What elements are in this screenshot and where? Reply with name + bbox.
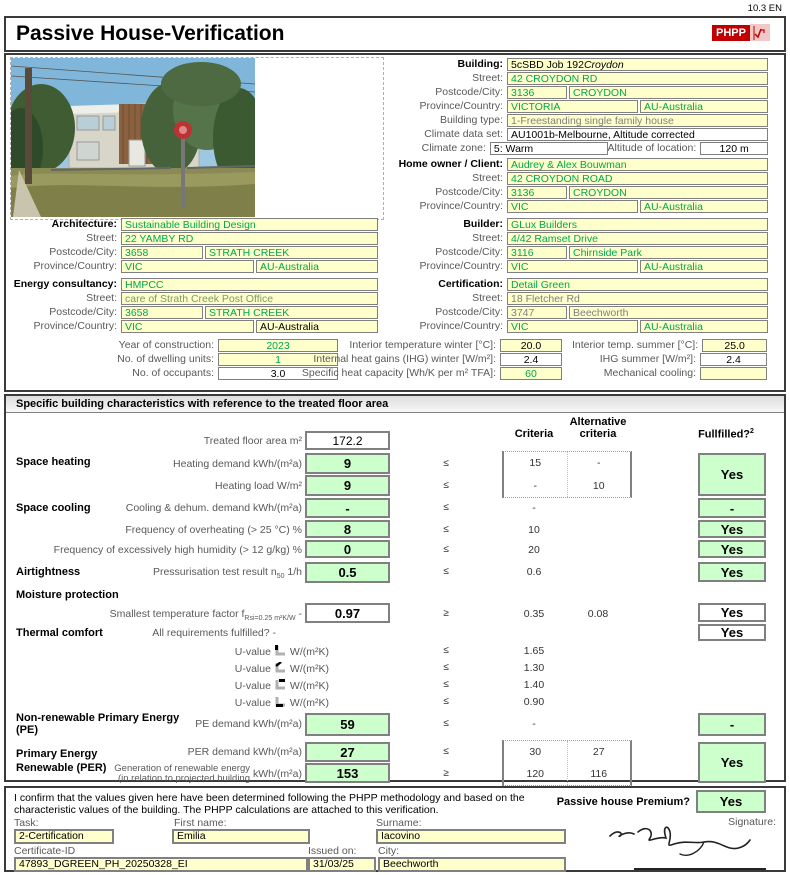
pe-op: ≤ (443, 718, 449, 729)
certification-street-field[interactable]: 18 Fletcher Rd (507, 292, 768, 305)
architecture-label: Architecture: (51, 218, 117, 230)
builder-block (345, 218, 768, 274)
postcode-label: Postcode/City: (49, 246, 117, 258)
certification-postcode-field[interactable]: 3747 (507, 306, 567, 319)
moisture-crit: 0.35 (523, 608, 545, 620)
city-label: City: (378, 845, 399, 857)
per-criteria-box (502, 740, 632, 786)
phpp-logo-text: PHPP (712, 25, 750, 41)
building-city-field[interactable]: CROYDON (569, 86, 768, 99)
moisture-group: Moisture protection (16, 589, 119, 601)
mech-cooling-field[interactable] (700, 367, 767, 380)
summer-temp-label: Interior temp. summer [°C]: (572, 339, 699, 351)
phpp-logo-mark-icon (750, 24, 770, 41)
postcode-label: Postcode/City: (435, 186, 503, 198)
surname-label: Surname: (376, 817, 422, 829)
heating-demand-value: 9 (305, 453, 390, 474)
uvalue-row: U-value W/(m²K) (234, 679, 329, 692)
climate-zone-label: Climate zone: (421, 142, 486, 154)
province-label: Province/Country: (419, 200, 503, 212)
heating-demand-label: Heating demand kWh/(m²a) (173, 458, 302, 470)
energy-name-field[interactable]: HMPCC (121, 278, 378, 291)
architecture-city-field[interactable]: STRATH CREEK (205, 246, 378, 259)
cert-id-field[interactable]: 47893_DGREEN_PH_20250328_EI (14, 857, 308, 872)
space-heating-group: Space heating (16, 456, 91, 468)
humidity-value: 0 (305, 540, 390, 558)
street-label: Street: (472, 232, 503, 244)
uvalue-crit: 1.30 (523, 662, 545, 674)
owner-province-field[interactable]: VIC (507, 200, 638, 213)
energy-postcode-field[interactable]: 3658 (121, 306, 203, 319)
confirmation-text: I confirm that the values given here have been determined following the PHPP methodology and based on the characteristic values of the building. The PHPP calculations are attached to this verification. (14, 792, 525, 816)
field-row (345, 128, 768, 141)
per-demand-op: ≤ (443, 746, 449, 757)
certification-city-field[interactable]: Beechworth (569, 306, 768, 319)
uvalue-op: ≤ (443, 696, 449, 707)
overheat-fulfilled-badge: Yes (698, 520, 766, 538)
building-type-label: Building type: (439, 114, 503, 126)
per-fulfilled-badge: Yes (698, 742, 766, 783)
owner-postcode-field[interactable]: 3136 (507, 186, 567, 199)
architecture-name-field[interactable]: Sustainable Building Design (121, 218, 378, 231)
street-label: Street: (86, 232, 117, 244)
overheat-crit: 10 (528, 524, 540, 536)
per-generation-op: ≥ (443, 768, 449, 779)
owner-name-field[interactable]: Audrey & Alex Bouwman (507, 158, 768, 171)
alt-criteria-header-line1: Alternative (569, 416, 627, 428)
characteristics-section (4, 394, 786, 782)
first-name-field[interactable]: Emilia (172, 829, 310, 844)
uvalue-row: U-value W/(m²K) (234, 645, 329, 658)
building-label: Building: (457, 58, 503, 70)
summer-temp-field[interactable]: 25.0 (702, 339, 767, 352)
uvalue-row: U-value W/(m²K) (234, 696, 329, 709)
overheat-value: 8 (305, 520, 390, 538)
humidity-label: Frequency of excessively high humidity (> 12 g/kg) % (53, 544, 302, 556)
occupants-label: No. of occupants: (132, 367, 214, 379)
humidity-fulfilled-badge: Yes (698, 540, 766, 558)
moisture-fulfilled-badge: Yes (698, 603, 766, 622)
builder-country-field[interactable]: AU-Australia (640, 260, 768, 273)
pe-value: 59 (305, 713, 390, 736)
climate-dataset-label: Climate data set: (424, 128, 503, 140)
climate-dataset-field[interactable]: AU1001b-Melbourne, Altitude corrected (507, 128, 768, 141)
winter-temp-label: Interior temperature winter [°C]: (349, 339, 496, 351)
heating-load-crit: - (533, 479, 537, 492)
version-label: 10.3 EN (747, 3, 782, 14)
street-label: Street: (472, 292, 503, 304)
first-name-label: First name: (174, 817, 227, 829)
energy-country-field[interactable]: AU-Australia (256, 320, 378, 333)
signature-line (634, 868, 766, 870)
dwellings-label: No. of dwelling units: (117, 353, 214, 365)
field-row (345, 100, 768, 113)
year-field[interactable]: 2023 (218, 339, 338, 352)
window-position-bottom-icon (275, 696, 286, 710)
heating-load-alt: 10 (592, 479, 605, 492)
tfa-value: 172.2 (305, 431, 390, 450)
pe-crit: - (532, 718, 536, 730)
title-section (4, 16, 786, 52)
builder-province-field[interactable]: VIC (507, 260, 638, 273)
alt-criteria-header-line2: criteria (579, 428, 617, 440)
postcode-label: Postcode/City: (49, 306, 117, 318)
project-info-section (4, 53, 786, 392)
signature-label: Signature: (728, 816, 776, 828)
energy-city-field[interactable]: STRATH CREEK (205, 306, 378, 319)
heating-demand-alt: - (597, 457, 601, 470)
per-demand-alt: 27 (592, 746, 605, 758)
building-postcode-field[interactable]: 3136 (507, 86, 567, 99)
premium-badge: Yes (696, 790, 766, 813)
field-row (345, 114, 768, 127)
cooling-fulfilled-badge: - (698, 498, 766, 518)
humidity-op: ≤ (443, 544, 449, 555)
moisture-alt: 0.08 (587, 608, 609, 620)
ihg-winter-field[interactable]: 2.4 (500, 353, 562, 366)
airtightness-value: 0.5 (305, 562, 390, 583)
owner-street-field[interactable]: 42 CROYDON ROAD (507, 172, 768, 185)
premium-label: Passive house Premium? (556, 796, 690, 808)
heating-load-op: ≤ (443, 480, 449, 491)
owner-label: Home owner / Client: (398, 158, 503, 170)
phpp-logo (712, 24, 770, 41)
city-field[interactable]: Beechworth (378, 857, 566, 872)
architecture-country-field[interactable]: AU-Australia (256, 260, 378, 273)
airtightness-crit: 0.6 (526, 566, 542, 578)
characteristics-header: Specific building characteristics with reference to the treated floor area (6, 396, 784, 413)
heating-load-value: 9 (305, 475, 390, 496)
humidity-crit: 20 (528, 544, 540, 556)
building-block (345, 58, 768, 156)
energy-consultancy-block (11, 278, 378, 334)
building-type-field[interactable]: 1-Freestanding single family house (507, 114, 768, 127)
year-label: Year of construction: (118, 339, 214, 351)
signature-scribble (604, 818, 764, 864)
street-label: Street: (472, 172, 503, 184)
altitude-label: Altitude of location: (607, 142, 697, 154)
builder-street-field[interactable]: 4/42 Ramset Drive (507, 232, 768, 245)
per-generation-label: Generation of renewable energy (in relation to projected building kWh/(m²a) (114, 763, 302, 784)
owner-block (345, 158, 768, 214)
window-position-top-left-icon (275, 645, 286, 659)
thermal-comfort-fulfilled-badge: Yes (698, 624, 766, 641)
issued-label: Issued on: (308, 845, 357, 857)
certification-province-field[interactable]: VIC (507, 320, 638, 333)
cooling-value: - (305, 498, 390, 518)
stats-right-block (572, 339, 767, 381)
ihg-winter-label: Internal heat gains (IHG) winter [W/m²]: (313, 353, 496, 365)
building-name-field[interactable]: 5cSBD Job 192 Croydon (507, 58, 768, 71)
moisture-op: ≥ (443, 608, 449, 619)
per-demand-crit: 30 (529, 746, 542, 758)
uvalue-crit: 1.65 (523, 645, 545, 657)
province-label: Province/Country: (33, 260, 117, 272)
stats-middle-block (249, 339, 562, 381)
heat-capacity-field[interactable]: 60 (500, 367, 562, 380)
issued-field[interactable]: 31/03/25 (308, 857, 376, 872)
moisture-label: Smallest temperature factor $f_{Rsi=0.25 m^2K/W}$ - (109, 608, 302, 623)
overheat-op: ≤ (443, 524, 449, 535)
heating-demand-op: ≤ (443, 458, 449, 469)
certification-block (345, 278, 768, 334)
province-label: Province/Country: (419, 100, 503, 112)
province-label: Province/Country: (419, 260, 503, 272)
per-group-line2: Renewable (PER) (16, 762, 107, 774)
field-row (345, 72, 768, 85)
field-row (345, 142, 768, 155)
building-country-field[interactable]: AU-Australia (640, 100, 768, 113)
uvalue-op: ≤ (443, 662, 449, 673)
thermal-comfort-group: Thermal comfort (16, 627, 103, 639)
moisture-value: 0.97 (305, 603, 390, 623)
per-demand-label: PER demand kWh/(m²a) (187, 746, 302, 758)
uvalue-op: ≤ (443, 679, 449, 690)
altitude-field[interactable]: 120 m (700, 142, 768, 155)
ihg-summer-field[interactable]: 2.4 (700, 353, 767, 366)
street-label: Street: (472, 72, 503, 84)
per-generation-alt: 116 (590, 768, 608, 780)
window-position-diagonal-icon (275, 662, 286, 676)
heating-fulfilled-badge: Yes (698, 453, 766, 496)
pe-group-line1: Non-renewable Primary Energy (16, 712, 180, 724)
builder-city-field[interactable]: Chirnside Park (569, 246, 768, 259)
surname-field[interactable]: Iacovino (376, 829, 566, 844)
pe-label: PE demand kWh/(m²a) (195, 718, 302, 730)
energy-label: Energy consultancy: (13, 278, 117, 290)
heating-load-label: Heating load W/m² (215, 480, 302, 492)
thermal-comfort-label: All requirements fulfilled? - (152, 627, 276, 639)
pe-group-line2: (PE) (16, 724, 38, 736)
postcode-label: Postcode/City: (435, 86, 503, 98)
architecture-province-field[interactable]: VIC (121, 260, 254, 273)
dwellings-field[interactable]: 1 (218, 353, 338, 366)
builder-label: Builder: (463, 218, 503, 230)
mech-cooling-label: Mechanical cooling: (603, 367, 696, 379)
heat-capacity-label: Specific heat capacity [Wh/K per m² TFA]: (301, 367, 496, 379)
fulfilled-header: Fullfilled?$^2$ (698, 428, 754, 441)
airtightness-op: ≤ (443, 566, 449, 577)
architecture-street-field[interactable]: 22 YAMBY RD (121, 232, 378, 245)
space-cooling-group: Space cooling (16, 502, 91, 514)
certification-country-field[interactable]: AU-Australia (640, 320, 768, 333)
occupants-field[interactable]: 3.0 (218, 367, 338, 380)
airtightness-group: Airtightness (16, 566, 81, 578)
pe-fulfilled-badge: - (698, 713, 766, 736)
street-label: Street: (86, 292, 117, 304)
owner-city-field[interactable]: CROYDON (569, 186, 768, 199)
builder-name-field[interactable]: GLux Builders (507, 218, 768, 231)
winter-temp-field[interactable]: 20.0 (500, 339, 562, 352)
airtightness-label: Pressurisation test result $n_{50}$ 1/h (152, 566, 302, 581)
uvalue-op: ≤ (443, 645, 449, 656)
criteria-header: Criteria (514, 428, 554, 440)
per-generation-crit: 120 (526, 768, 545, 780)
energy-street-field[interactable]: care of Strath Creek Post Office (121, 292, 378, 305)
postcode-label: Postcode/City: (435, 306, 503, 318)
builder-postcode-field[interactable]: 3116 (507, 246, 567, 259)
postcode-label: Postcode/City: (435, 246, 503, 258)
per-group-line1: Primary Energy (16, 748, 98, 760)
airtightness-fulfilled-badge: Yes (698, 562, 766, 582)
task-label: Task: (14, 817, 39, 829)
uvalue-row: U-value W/(m²K) (234, 662, 329, 675)
cert-id-label: Certificate-ID (14, 845, 76, 857)
energy-province-field[interactable]: VIC (121, 320, 254, 333)
heating-criteria-box (502, 451, 632, 498)
field-row (345, 58, 768, 71)
window-position-top-icon (275, 679, 286, 693)
architecture-block (11, 218, 378, 274)
task-field[interactable]: 2-Certification (14, 829, 114, 844)
province-label: Province/Country: (419, 320, 503, 332)
uvalue-crit: 1.40 (523, 679, 545, 691)
building-province-field[interactable]: VICTORIA (507, 100, 638, 113)
confirmation-section (4, 786, 786, 872)
architecture-postcode-field[interactable]: 3658 (121, 246, 203, 259)
tfa-label: Treated floor area m² (203, 435, 302, 447)
field-row (345, 86, 768, 99)
photo-frame (10, 57, 384, 220)
uvalue-crit: 0.90 (523, 696, 545, 708)
climate-zone-field[interactable]: 5: Warm (490, 142, 608, 155)
overheat-label: Frequency of overheating (> 25 °C) % (125, 524, 302, 536)
cooling-op: ≤ (443, 502, 449, 513)
heating-demand-crit: 15 (529, 457, 542, 470)
building-street-field[interactable]: 42 CROYDON RD (507, 72, 768, 85)
province-label: Province/Country: (33, 320, 117, 332)
page-title: Passive House-Verification (16, 22, 285, 45)
per-demand-value: 27 (305, 742, 390, 762)
owner-country-field[interactable]: AU-Australia (640, 200, 768, 213)
building-photo (11, 58, 255, 217)
cooling-crit: - (532, 502, 536, 514)
per-generation-value: 153 (305, 763, 390, 783)
certification-label: Certification: (438, 278, 503, 290)
ihg-summer-label: IHG summer [W/m²]: (599, 353, 696, 365)
cooling-label: Cooling & dehum. demand kWh/(m²a) (125, 502, 302, 514)
certification-name-field[interactable]: Detail Green (507, 278, 768, 291)
